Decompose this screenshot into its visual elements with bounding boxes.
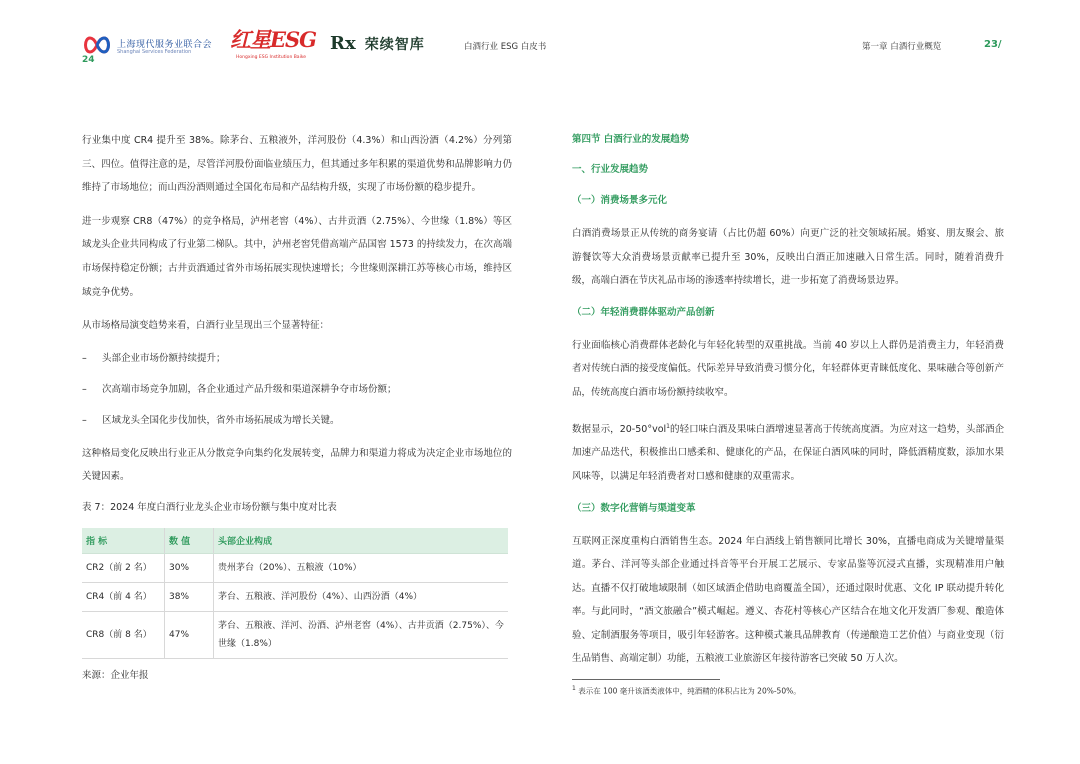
left-column [82,129,512,681]
item1-heading: （一）消费场景多元化 [572,195,668,206]
footnote: $^1$ 表示在 100 毫升该酒类液体中，纯酒精的体积占比为 20%-50%。 [572,685,801,696]
footnote-ref: 1 [666,422,670,430]
federation-name-en: Shanghai Services Federation [117,49,192,55]
list-item: – 次高端市场竞争加剧，各企业通过产品升级和渠道深耕争夺市场份额； [82,383,397,395]
table-header-row [82,528,508,554]
table-cell: CR8（前 8 名） [82,611,165,658]
chapter-title: 第一章 白酒行业概览 [862,42,942,52]
table-source: 来源：企业年报 [82,669,149,681]
market-share-table [82,528,508,659]
right-page-number: 23/ [984,39,1002,50]
list-item: – 区域龙头全国化步伐加快，省外市场拓展成为增长关键。 [82,414,340,426]
rongxu-logo-icon: Rx [330,33,356,54]
header-indicator: 指 标 [82,528,165,554]
table-cell: 47% [165,611,214,658]
header-companies: 头部企业构成 [214,528,509,554]
item1-paragraph: 白酒消费场景正从传统的商务宴请（占比仍超 60%）向更广泛的社交领域拓展。婚宴、朋友聚会、旅游餐饮等大众消费场景贡献率已提升至 30%，反映出白酒正加速融入日常生活。同时，随着消费升级，高端白酒在节庆礼品市场的渗透率持续增长，进一步拓宽了消费场景边界。 [572,228,1004,287]
paragraph-cr8: 进一步观察 CR8（47%）的竞争格局，泸州老窖（4%）、古井贡酒（2.75%）、今世缘（1.8%）等区域龙头企业共同构成了行业第二梯队。其中，泸州老窖凭借高端产品国窖 1573 的持续发力，在次高端市场保持稳定份额；古井贡酒通过省外市场拓展实现快速增长；今世缘则深耕江苏等核心市场，维持区域竞争优势。 [82,215,512,298]
paragraph-trend-intro: 从市场格局演变趋势来看，白酒行业呈现出三个显著特征： [82,320,330,332]
hongxing-esg-subtitle: Hongxing ESG Institution Baike [236,55,307,60]
federation-name-cn: 上海现代服务业联合会 [117,40,213,50]
table-cell: 贵州茅台（20%）、五粮液（10%） [214,553,509,582]
table-caption: 表 7：2024 年度白酒行业龙头企业市场份额与集中度对比表 [82,501,337,513]
rongxu-name: 荣续智库 [364,36,425,53]
table-cell: 38% [165,582,214,611]
item3-paragraph: 互联网正深度重构白酒销售生态。2024 年白酒线上销售额同比增长 30%，直播电商成为关键增量渠道。茅台、洋河等头部企业通过抖音等平台开展工艺展示、专家品鉴等沉浸式直播，实现精准用户触达。直播不仅打破地域限制（如区域酒企借助电商覆盖全国），还通过限时优惠、文化 IP 联动提升转化率。与此同时，“酒文旅融合”模式崛起。遵义、杏花村等核心产区结合在地文化开发酒厂参观、酿造体验、定制酒服务等项目，吸引年轻游客。这种模式兼具品牌教育（传递酿造工艺价值）与商业变现（衍生品销售、高端定制）功能，五粮液工业旅游区年接待游客已突破 50 万人次。 [572,535,1004,665]
footnote-divider [572,679,720,680]
table-row [82,553,508,582]
paragraph-cr4: 行业集中度 CR4 提升至 38%。除茅台、五粮液外，洋河股份（4.3%）和山西汾酒（4.2%）分列第三、四位。值得注意的是，尽管洋河股份面临业绩压力，但其通过多年积累的渠道优势和品牌影响力仍维持了市场地位；而山西汾酒则通过全国化布局和产品结构升级，实现了市场份额的稳步提升。 [82,135,512,194]
subsection-heading: 一、行业发展趋势 [572,164,649,175]
paragraph-conclusion: 这种格局变化反映出行业正从分散竞争向集约化发展转变，品牌力和渠道力将成为决定企业市场地位的关键因素。 [82,447,512,483]
table-row [82,582,508,611]
table-cell: 30% [165,553,214,582]
table-cell: CR2（前 2 名） [82,553,165,582]
table-cell: 茅台、五粮液、洋河、汾酒、泸州老窖（4%）、古井贡酒（2.75%）、今世缘（1.8%） [214,611,509,658]
left-page-number: 24 [82,55,95,65]
shanghai-services-federation-logo [84,34,214,56]
item2-paragraph-2: 数据显示，20-50°vol$^1$的轻口味白酒及果味白酒增速显著高于传统高度酒。为应对这一趋势，头部酒企加速产品迭代，积极推出口感柔和、健康化的产品，在保证白酒风味的同时，降低酒精度数，添加水果风味等，以满足年轻消费者对口感和健康的双重需求。 [572,422,1004,482]
table-row [82,611,508,658]
page-header [0,0,1080,70]
item2-heading: （二）年轻消费群体驱动产品创新 [572,306,715,318]
item2-paragraph-1: 行业面临核心消费群体老龄化与年轻化转型的双重挑战。当前 40 岁以上人群仍是消费主力，年轻消费者对传统白酒的接受度偏低。代际差异导致消费习惯分化，年轻群体更青睐低度化、果味融合等创新产品，传统高度白酒市场份额持续收窄。 [572,339,1004,398]
section-heading: 第四节 白酒行业的发展趋势 [572,134,690,145]
table-cell: 茅台、五粮液、洋河股份（4%）、山西汾酒（4%） [214,582,509,611]
rongxu-think-tank-logo [330,33,425,57]
hongxing-esg-wordmark: 红星ESG [230,27,317,52]
document-title: 白酒行业 ESG 白皮书 [464,42,547,52]
hongxing-esg-logo [230,24,317,64]
header-value: 数 值 [165,528,214,554]
federation-logo-icon [84,34,110,56]
right-column [572,129,1004,697]
list-item: – 头部企业市场份额持续提升； [82,352,226,364]
table-cell: CR4（前 4 名） [82,582,165,611]
item3-heading: （三）数字化营销与渠道变革 [572,502,696,514]
trend-bullet-list [82,348,512,432]
